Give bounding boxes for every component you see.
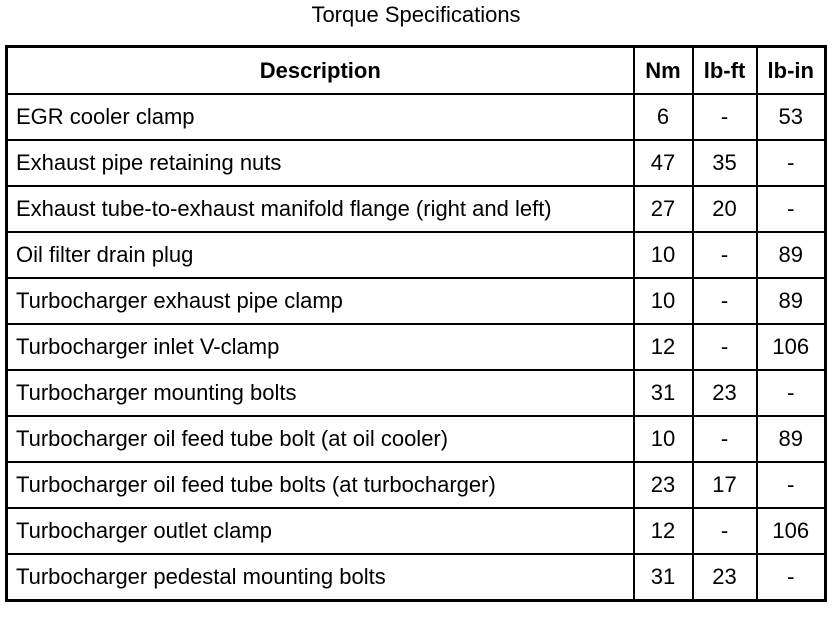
cell-description: Turbocharger exhaust pipe clamp <box>7 278 634 324</box>
cell-description: Turbocharger oil feed tube bolts (at turbocharger) <box>7 462 634 508</box>
table-body <box>7 94 826 601</box>
cell-nm: 10 <box>634 232 693 278</box>
table-row <box>7 94 826 140</box>
cell-lbin: 53 <box>757 94 826 140</box>
table-row <box>7 140 826 186</box>
cell-lbft: - <box>693 416 757 462</box>
cell-lbin: - <box>757 554 826 601</box>
cell-nm: 27 <box>634 186 693 232</box>
cell-lbin: 106 <box>757 508 826 554</box>
cell-description: Oil filter drain plug <box>7 232 634 278</box>
table-row <box>7 186 826 232</box>
cell-description: Turbocharger outlet clamp <box>7 508 634 554</box>
cell-lbft: 35 <box>693 140 757 186</box>
cell-nm: 47 <box>634 140 693 186</box>
cell-nm: 23 <box>634 462 693 508</box>
table-row <box>7 370 826 416</box>
page-title: Torque Specifications <box>311 2 521 27</box>
cell-nm: 10 <box>634 416 693 462</box>
cell-nm: 31 <box>634 554 693 601</box>
table-row <box>7 232 826 278</box>
torque-spec-table <box>5 45 827 602</box>
table-row <box>7 462 826 508</box>
cell-description: Turbocharger oil feed tube bolt (at oil cooler) <box>7 416 634 462</box>
column-header-lbin: lb-in <box>757 47 826 95</box>
table-row <box>7 278 826 324</box>
cell-lbin: - <box>757 462 826 508</box>
cell-lbft: - <box>693 278 757 324</box>
cell-description: Turbocharger mounting bolts <box>7 370 634 416</box>
cell-lbin: - <box>757 186 826 232</box>
cell-nm: 10 <box>634 278 693 324</box>
cell-description: EGR cooler clamp <box>7 94 634 140</box>
cell-lbft: - <box>693 324 757 370</box>
table-row <box>7 416 826 462</box>
cell-lbft: 17 <box>693 462 757 508</box>
cell-nm: 12 <box>634 324 693 370</box>
cell-lbft: - <box>693 94 757 140</box>
table-row <box>7 554 826 601</box>
cell-description: Turbocharger inlet V-clamp <box>7 324 634 370</box>
cell-lbft: - <box>693 508 757 554</box>
column-header-nm: Nm <box>634 47 693 95</box>
column-header-lbft: lb-ft <box>693 47 757 95</box>
cell-lbin: 89 <box>757 416 826 462</box>
cell-description: Exhaust pipe retaining nuts <box>7 140 634 186</box>
cell-description: Exhaust tube-to-exhaust manifold flange (right and left) <box>7 186 634 232</box>
cell-lbin: 106 <box>757 324 826 370</box>
cell-lbft: 23 <box>693 370 757 416</box>
cell-lbft: 20 <box>693 186 757 232</box>
cell-nm: 12 <box>634 508 693 554</box>
table-row <box>7 508 826 554</box>
cell-lbin: 89 <box>757 232 826 278</box>
cell-lbin: - <box>757 140 826 186</box>
cell-nm: 6 <box>634 94 693 140</box>
header-row <box>7 47 826 95</box>
cell-description: Turbocharger pedestal mounting bolts <box>7 554 634 601</box>
table-header <box>7 47 826 95</box>
cell-nm: 31 <box>634 370 693 416</box>
column-header-description: Description <box>7 47 634 95</box>
cell-lbin: 89 <box>757 278 826 324</box>
cell-lbft: - <box>693 232 757 278</box>
cell-lbft: 23 <box>693 554 757 601</box>
cell-lbin: - <box>757 370 826 416</box>
table-row <box>7 324 826 370</box>
